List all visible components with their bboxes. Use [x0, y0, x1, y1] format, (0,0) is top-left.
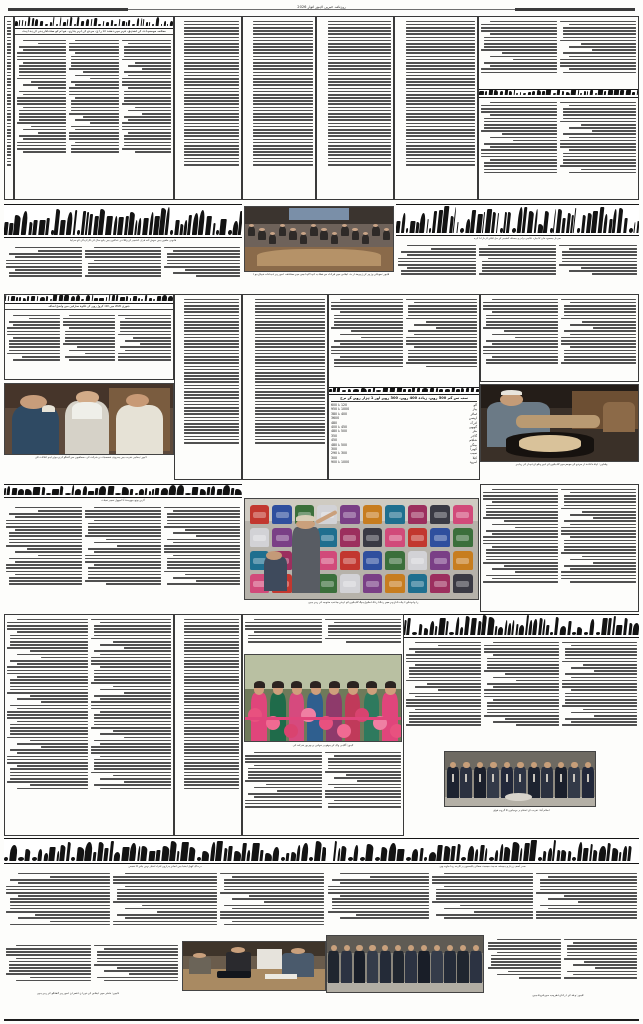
headline-top-left — [15, 17, 173, 29]
headline-iran-sub: سردار مسعود خان کا بیان، عالمی برادری مسئلہ کشمیر کے حل کیلئے کردار ادا کرے — [474, 237, 561, 240]
price-rate: 3600 — [331, 416, 340, 421]
price-rate: 300 — [331, 455, 338, 460]
story-bottom-left — [4, 838, 326, 1022]
price-item: گاجر — [470, 433, 477, 438]
price-table — [329, 395, 479, 466]
price-rate: 480 — [331, 420, 338, 425]
price-item: پیاز — [472, 407, 477, 412]
price-item: سیب — [470, 451, 477, 456]
price-item: مٹر — [472, 429, 477, 434]
story-mid-d — [242, 294, 328, 480]
headline-urwat-sub: دردناک کھیل ایشیا میں انجانے ہزاروں افراد اختیار نہیں ملنے کا تنقیص — [128, 865, 202, 868]
price-item: امرود — [469, 460, 477, 465]
price-item: کھیرا — [470, 446, 477, 451]
price-item: کیلا — [472, 455, 477, 460]
photo-schoolbags — [244, 498, 479, 600]
story-top-left — [14, 16, 174, 200]
price-rate: 400 تا 380 — [331, 411, 348, 416]
masthead-rule-right — [515, 8, 635, 11]
price-rate: 350 — [331, 433, 338, 438]
photo-pink-balloons-caption: لاہور: آگاہی واک کے موقع پر خواتین نے بھرپور شرکت کی — [292, 744, 354, 747]
story-c-band5 — [174, 614, 242, 836]
price-rate: 1000 تا 900 — [331, 460, 350, 465]
story-top-c — [174, 16, 242, 200]
headline-pak-ai — [479, 89, 638, 98]
story-bazaar — [404, 614, 639, 836]
story-advocate-general — [4, 204, 242, 292]
photo-office-caption: لاہور: دفتر میں اجلاس کے دوران افسران امور پر گفتگو کر رہے ہیں — [37, 992, 119, 996]
story-mid-c — [174, 294, 242, 480]
photo-office-desk — [182, 941, 326, 991]
headline-bazaar — [404, 614, 639, 638]
headline-advocate-general — [4, 204, 242, 238]
price-row — [331, 460, 477, 464]
price-item: آلو — [473, 402, 477, 407]
photo-group-standing — [444, 751, 596, 807]
story-right-band4 — [480, 484, 639, 612]
price-rate: 300 — [331, 446, 338, 451]
price-rate: 120 تا 600 — [331, 402, 348, 407]
photo-three-men-caption: لاہور: مقامی تقریب میں معروف شخصیات نے شرکت کی، صحافیوں سے گفتگو کرتے ہوئے اہم اعلانات کئے — [35, 456, 147, 459]
price-rate: 450 تا 400 — [331, 424, 348, 429]
story-top-e — [316, 16, 394, 200]
headline-punjab-prices — [329, 387, 479, 395]
price-item: لہسن — [468, 416, 477, 421]
story-top-d — [242, 16, 316, 200]
headline-green-youth — [4, 484, 242, 498]
price-rate: 450 — [331, 438, 338, 443]
masthead-text: روزنامہ خبریں لاہور اتوار 2026 — [291, 5, 351, 9]
story-top-right — [478, 16, 639, 200]
price-table-block — [328, 294, 480, 480]
headline-green-sub: گرین یوتھ موومنٹ آڈ اچھول تعمیر تعینات — [101, 499, 145, 502]
price-item: گوبھی — [468, 424, 477, 429]
story-left-band5 — [4, 614, 174, 836]
price-item: ٹماٹر — [470, 411, 477, 416]
headline-advocate-sub: قانونی حلقوں میں خوش آئند قرار، کشمیر کے وکلاء نے عدالتوں میں پانچ سال کی کارکردگی کو سراہا — [69, 239, 177, 242]
headline-sadr-sub: صدر آصف زرداری ہمیشہ خدمت جمعیت صفائی پالیسیوں پر کاربند رہا جاوید بھی — [439, 865, 526, 868]
story-bottom-right — [326, 838, 639, 1022]
price-item: ادرک — [470, 420, 477, 425]
photo-delegation — [326, 935, 484, 993]
photo-pink-balloons — [244, 654, 402, 742]
photo-conference-caption: لاہور: صوبائی وزیر کی زیرصدارت اجلاس میں شرکاء سے خطاب کیا گیا جس میں مختلف امور پر تبادلہ خیال ہوا — [252, 273, 390, 276]
price-rate: 1000 تا 950 — [331, 407, 350, 412]
story-top-f — [394, 16, 478, 200]
page-masthead — [0, 0, 643, 14]
headline-urwat — [4, 838, 326, 864]
photo-three-men — [4, 383, 174, 455]
headline-mobile-sub: جنوری 2026 میں 120 کروڑ روپے کے علاوہ صارفین میں واضح اضافہ — [5, 304, 173, 310]
photo-conference — [244, 206, 394, 272]
price-rate: 300 تا 290 — [331, 451, 348, 456]
photo-street-food-caption: پشاور: ایک دکاندار سردی کے موسم میں گاہکوں کے لیے پکوان تیار کر رہا ہے — [515, 463, 608, 466]
headline-top-left-sub: محکمہ موسمیات کی تصدیق، شہر میں دھند کا راج، سردی کی لہر جاری، عوام کو محتاط رہنے کی ہدایت — [15, 29, 173, 35]
price-rate: 500 تا 480 — [331, 429, 348, 434]
masthead-rule-left — [8, 8, 128, 11]
story-green-youth — [4, 484, 242, 612]
price-item: شلجم — [469, 438, 477, 443]
photo-group-caption: اسلام آباد: تقریب کے اختتام پر مہمانوں کا گروپ فوٹو — [493, 809, 550, 812]
photo-schoolbags-caption: راولپنڈی: ایک دکان پر سجے رنگا رنگ اسکول بیگ گاہکوں کو اپنی جانب متوجہ کر رہے ہیں — [308, 601, 419, 604]
story-balloons-col — [242, 614, 404, 836]
story-iran-palestine — [396, 204, 639, 292]
photo-delegation-caption: لاہور: وفد کے ارکان تقریب میں شریک ہیں — [532, 994, 584, 998]
headline-mobile-users — [5, 295, 173, 304]
top-sliver-left — [4, 16, 14, 200]
photo-street-food — [480, 384, 639, 462]
headline-sadr — [326, 838, 639, 864]
price-item: بینگن — [470, 442, 477, 447]
story-right-mid — [480, 294, 639, 382]
story-mobile-users — [4, 294, 174, 380]
price-table-note: سب سے کم 500 روپے، زیادہ 400 روپے، 300 روپے اور 1 ہزار روپے کے نرخ — [331, 396, 477, 402]
headline-iran-palestine — [396, 204, 639, 236]
page-bottom-rule — [4, 1019, 639, 1021]
price-rate: 500 تا 480 — [331, 442, 348, 447]
